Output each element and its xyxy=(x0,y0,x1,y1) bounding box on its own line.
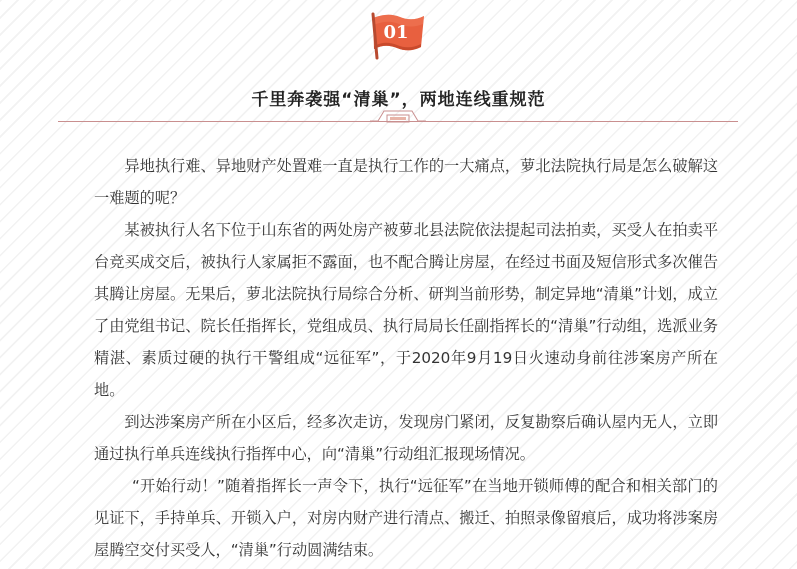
paragraph-intro: 异地执行难、异地财产处置难一直是执行工作的一大痛点，萝北法院执行局是怎么破解这一难题的呢？ xyxy=(94,157,718,207)
section-number: 01 xyxy=(383,22,409,43)
section-number-flag xyxy=(368,8,430,60)
paragraph-arrival: 到达涉案房产所在小区后，经多次走访，发现房门紧闭，反复勘察后确认屋内无人，立即通过执行单兵连线执行指挥中心，向“清巢”行动组汇报现场情况。 xyxy=(94,413,718,463)
paragraph-case-background: 某被执行人名下位于山东省的两处房产被萝北县法院依法提起司法拍卖，买受人在拍卖平台竞买成交后，被执行人家属拒不露面，也不配合腾让房屋，在经过书面及短信形式多次催告其腾让房屋。无果后，萝北法院执行局综合分析、研判当前形势，制定异地“清巢”计划，成立了由党组书记、院长任指挥长，党组成员、执行局局长任副指挥长的“清巢”行动组，选派业务精湛、素质过硬的执行干警组成“远征军”，于2020年9月19日火速动身前往涉案房产所在地。 xyxy=(94,221,718,399)
paragraph-action: “开始行动！”随着指挥长一声令下，执行“远征军”在当地开锁师傅的配合和相关部门的见证下，手持单兵、开锁入户，对房内财产进行清点、搬迁、拍照录像留痕后，成功将涉案房屋腾空交付买受人，“清巢”行动圆满结束。 xyxy=(94,477,718,559)
article-body xyxy=(94,150,718,566)
divider-notch-ornament xyxy=(370,110,426,128)
section-title: 千里奔袭强“清巢”，两地连线重规范 xyxy=(251,90,546,110)
